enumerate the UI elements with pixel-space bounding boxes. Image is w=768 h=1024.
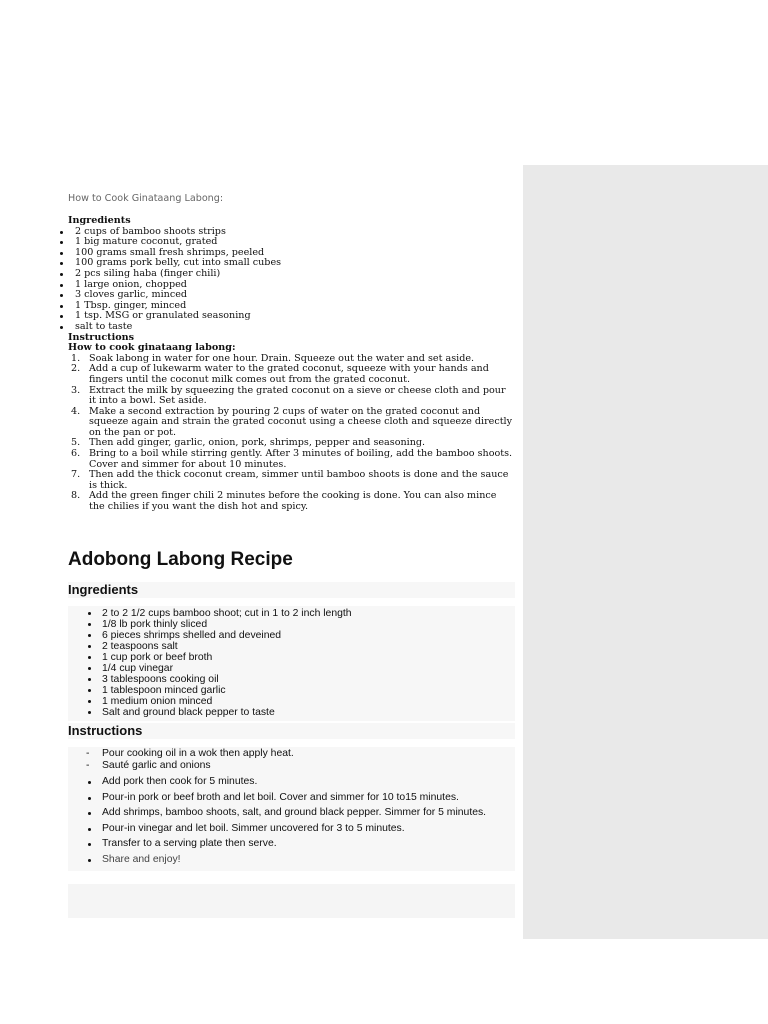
howto-heading: How to cook ginataang labong: xyxy=(68,342,236,354)
list-item: 2. Add a cup of lukewarm water to the grated coconut, squeeze with your hands and fingers until the coconut milk comes out from the grated coconut. xyxy=(71,363,489,385)
list-item: Salt and ground black pepper to taste xyxy=(102,707,515,718)
list-item: 4. Make a second extraction by pouring 2 cups of water on the grated coconut and squeeze again and strain the grated coconut using a cheese cloth and squeeze directly on the pan or pot. xyxy=(71,405,513,438)
list-item: - Sauté garlic and onions xyxy=(102,760,515,772)
comment-pane xyxy=(523,165,768,939)
list-item: 1 tsp. MSG or granulated seasoning xyxy=(68,311,513,322)
section-title: How to Cook Ginataang Labong: xyxy=(68,193,224,204)
list-item: 7. Then add the thick coconut cream, simmer until bamboo shoots is done and the sauce is thick. xyxy=(71,469,509,491)
instructions-box xyxy=(68,747,515,871)
steps-list xyxy=(68,354,513,513)
list-item: 1 cup pork or beef broth xyxy=(102,652,515,663)
list-item: 2 cups of bamboo shoots strips xyxy=(68,227,513,238)
list-item: Pour-in pork or beef broth and let boil. Cover and simmer for 10 to15 minutes. xyxy=(102,792,515,804)
list-item: 100 grams pork belly, cut into small cubes xyxy=(68,258,513,269)
list-item: 1/8 lb pork thinly sliced xyxy=(102,619,515,630)
list-item: 1 tablespoon minced garlic xyxy=(102,685,515,696)
list-item: 1 Tbsp. ginger, minced xyxy=(68,301,513,312)
list-item: 100 grams small fresh shrimps, peeled xyxy=(68,248,513,259)
list-item: 2 to 2 1/2 cups bamboo shoot; cut in 1 to 2 inch length xyxy=(102,608,515,619)
list-item: Add pork then cook for 5 minutes. xyxy=(102,776,515,788)
recipe-title: Adobong Labong Recipe xyxy=(68,549,293,570)
list-item: 1. Soak labong in water for one hour. Drain. Squeeze out the water and set aside. xyxy=(71,352,475,364)
list-item: 5. Then add ginger, garlic, onion, pork, shrimps, pepper and seasoning. xyxy=(71,437,426,449)
ingredients-heading: Ingredients xyxy=(68,582,515,598)
ingredients-list xyxy=(68,608,515,718)
list-item: - Pour cooking oil in a wok then apply heat. xyxy=(102,748,515,760)
ingredients-box xyxy=(68,606,515,721)
list-item: salt to taste xyxy=(68,322,513,333)
list-item: Add shrimps, bamboo shoots, salt, and ground black pepper. Simmer for 5 minutes. xyxy=(102,807,515,819)
list-item: 1 large onion, chopped xyxy=(68,280,513,291)
list-item: Transfer to a serving plate then serve. xyxy=(102,838,515,850)
instructions-list xyxy=(68,748,515,866)
ingredients-list xyxy=(68,227,513,333)
instructions-heading: Instructions xyxy=(68,331,135,343)
list-item: 6 pieces shrimps shelled and deveined xyxy=(102,630,515,641)
adobong-labong-section xyxy=(68,548,515,871)
list-item: 1 medium onion minced xyxy=(102,696,515,707)
list-item: 8. Add the green finger chili 2 minutes before the cooking is done. You can also mince the chilies if you want the dish hot and spicy. xyxy=(71,490,497,513)
ingredients-heading: Ingredients xyxy=(68,215,131,226)
list-item: 3 cloves garlic, minced xyxy=(68,290,513,301)
list-item: 3. Extract the milk by squeezing the grated coconut on a sieve or cheese cloth and pour it into a bowl. Set aside. xyxy=(71,384,506,407)
list-item: 2 teaspoons salt xyxy=(102,641,515,652)
ginataang-labong-section xyxy=(68,193,513,513)
list-item: 3 tablespoons cooking oil xyxy=(102,674,515,685)
list-item: Share and enjoy! xyxy=(102,854,515,866)
empty-content-box xyxy=(68,884,515,918)
list-item: 6. Bring to a boil while stirring gently. After 3 minutes of boiling, add the bamboo shoots. Cover and simmer for about 10 minutes. xyxy=(71,448,513,470)
list-item: Pour-in vinegar and let boil. Simmer uncovered for 3 to 5 minutes. xyxy=(102,823,515,835)
instructions-heading: Instructions xyxy=(68,723,515,739)
list-item: 1/4 cup vinegar xyxy=(102,663,515,674)
list-item: 2 pcs siling haba (finger chili) xyxy=(68,269,513,280)
list-item: 1 big mature coconut, grated xyxy=(68,237,513,248)
